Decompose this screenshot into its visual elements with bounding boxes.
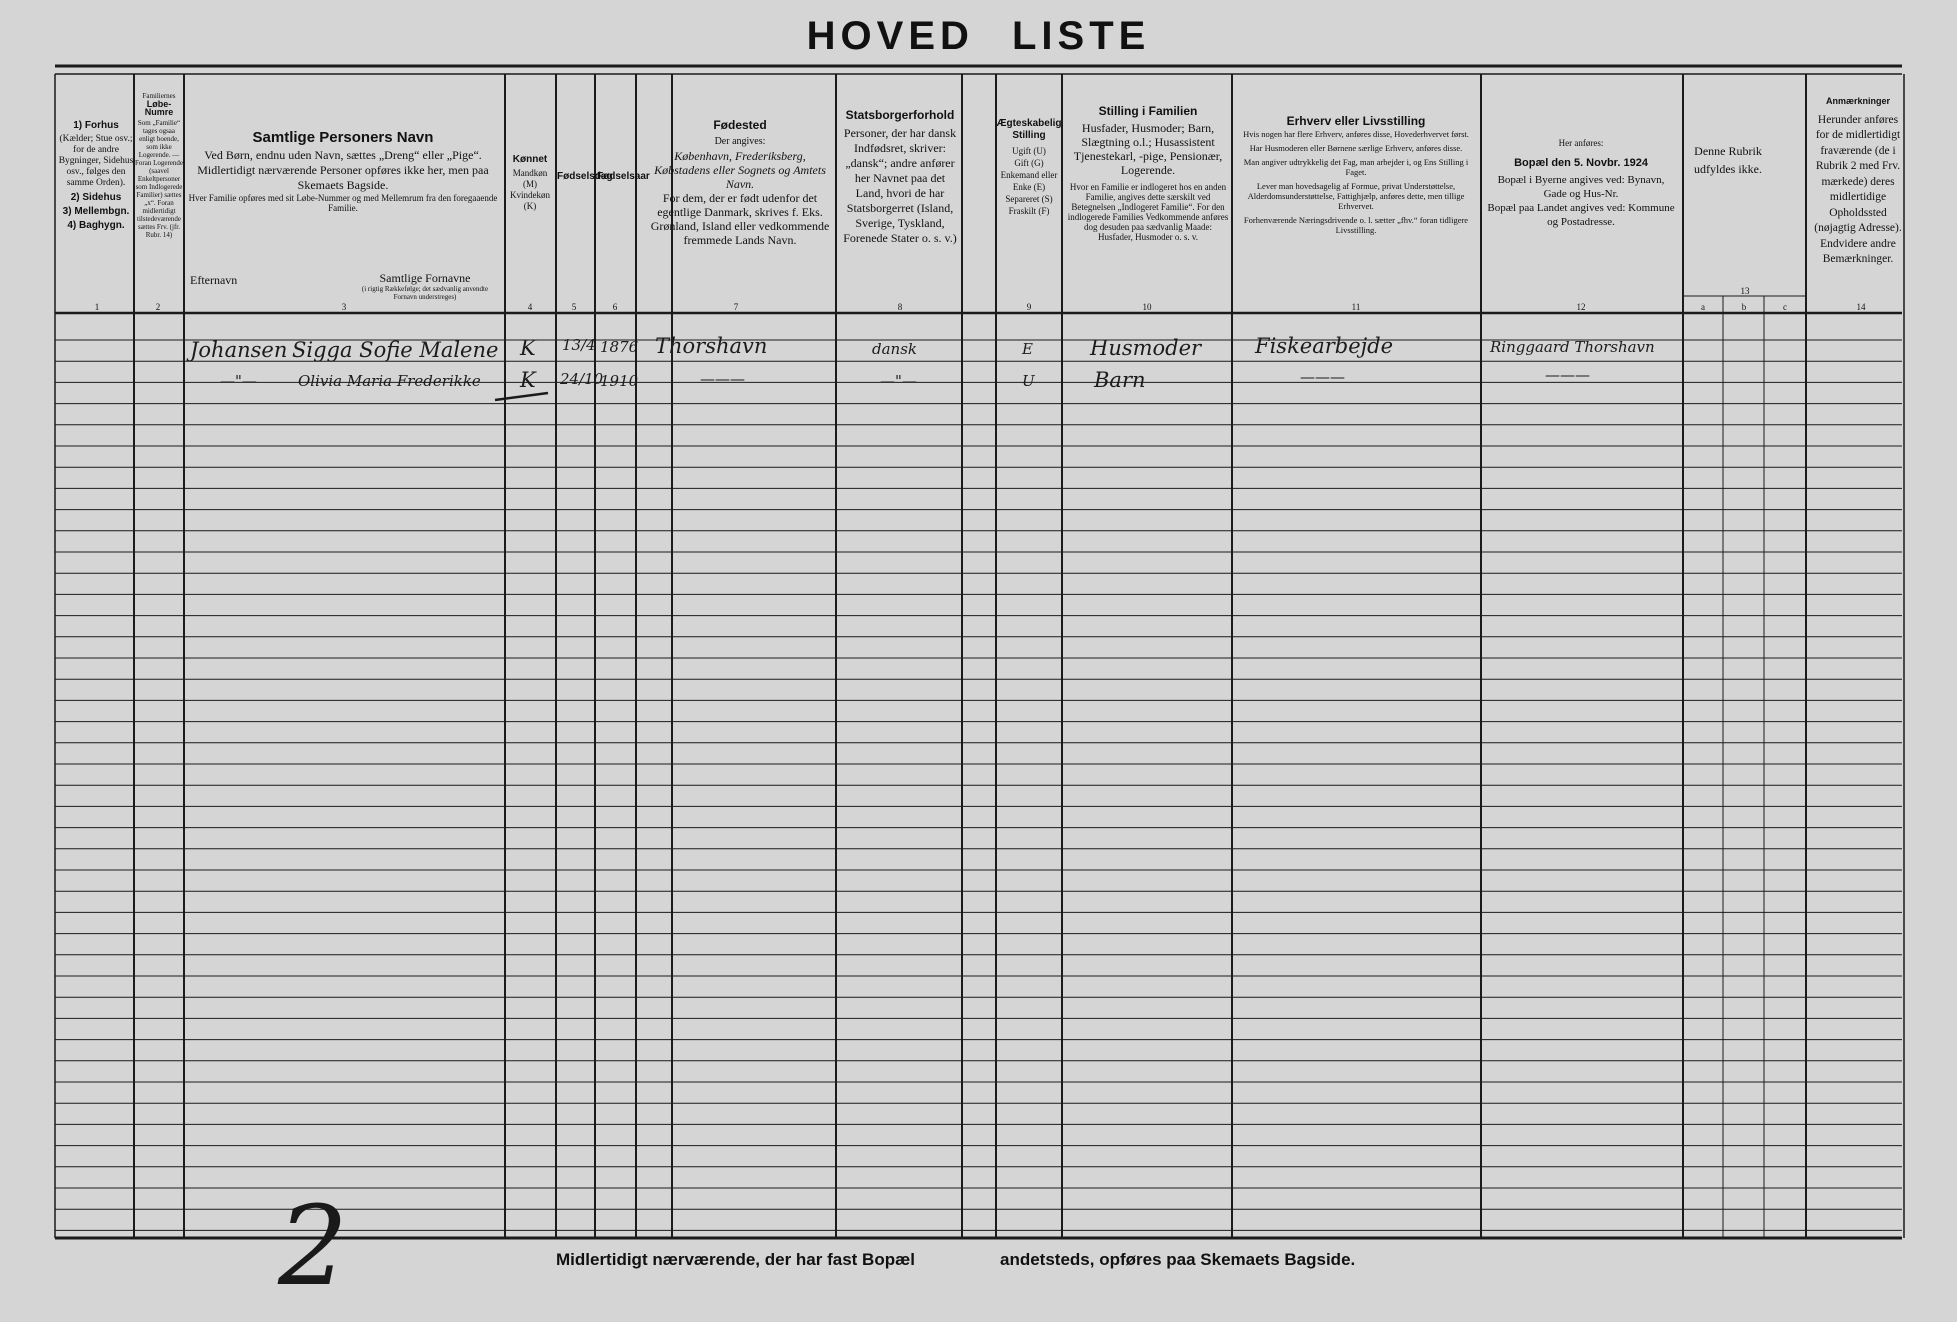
header-col-6: Fødselsaar — [597, 171, 650, 182]
entry-marital-status: U — [1022, 372, 1035, 390]
footer-left: Midlertidigt nærværende, der har fast Bopæl — [556, 1250, 915, 1269]
header-col-4: Kønnet Mandkøn (M) Kvindekøn (K) — [510, 154, 550, 211]
header-col-9: Ægteskabelig Stilling Ugift (U) Gift (G) Enkemand eller Enke (E) Separeret (S) Fraskilt (F) — [996, 118, 1062, 216]
entry-birthplace: ——— — [700, 370, 745, 388]
entry-family-role: Barn — [1094, 368, 1146, 392]
header-col-2: Familiernes Løbe-Numre Som „Familie“ tages ogsaa enligt boende, som ikke Logerende. — Foran Logerende (saavel Enkeltpersoner som Indlogerede Familier) sættes „x“. Foran midlertidigt tilstedeværende sættes Frv. (jfr. Rubr. 14) — [135, 92, 184, 239]
entry-given-names: Sigga Sofie Malene — [292, 338, 499, 362]
header-col-3: Samtlige Personers Navn Ved Børn, endnu uden Navn, sættes „Dreng“ eller „Pige“. Midlertidigt nærværende Personer opføres ikke her, men paa Skemaets Bagside. Hver Familie opføres med sit Løbe-Nummer og med Mellemrum fra den foregaaende Familie. — [188, 129, 498, 213]
entry-birthplace: Thorshavn — [655, 334, 768, 358]
column-number: 7 — [733, 302, 739, 312]
entry-marital-status: E — [1022, 340, 1033, 358]
column-number: 12 — [1576, 302, 1586, 312]
row-rule — [495, 393, 548, 400]
entry-birth-year: 1910 — [600, 372, 639, 390]
entry-birth-year: 1876 — [600, 338, 639, 356]
entry-residence: ——— — [1545, 366, 1590, 384]
header-col-10: Stilling i Familien Husfader, Husmoder; Barn, Slægtning o.l.; Husassistent Tjenestekarl, -pige, Pensionær, Logerende. Hvor en Familie er indlogeret hos en anden Familie, angives dette særskilt ved Betegnelsen „Indlogeret Familie“. For den indlogerede Families Vedkommende anføres dog desuden paa sædvanlig Maade: Husfader, Husmoder o. s. v. — [1067, 104, 1229, 242]
column-number: b — [1741, 302, 1747, 312]
entry-birthday: 13/4 — [562, 336, 596, 354]
header-col-5: Fødselsdag — [557, 171, 613, 182]
page-title: HOVED LISTE — [806, 14, 1151, 58]
header-col-13: Denne Rubrik udfyldes ikke. — [1694, 144, 1762, 176]
column-number: 10 — [1142, 302, 1152, 312]
header-col-7: Fødested Der angives: København, Frederiksberg, Købstadens eller Sognets og Amtets Navn. For dem, der er født udenfor det egentlige Danmark, skrives f. Eks. Grønland, Island eller vedkommende fremmede Lands Navn. — [650, 118, 830, 247]
column-number: 1 — [94, 302, 100, 312]
column-number: 3 — [341, 302, 347, 312]
column-number: 13 — [1740, 286, 1750, 296]
column-number: 4 — [527, 302, 533, 312]
entry-family-role: Husmoder — [1090, 336, 1202, 360]
column-number: 5 — [571, 302, 577, 312]
column-number: 14 — [1856, 302, 1866, 312]
entry-occupation: ——— — [1300, 368, 1345, 386]
entry-sex: K — [520, 336, 536, 360]
column-number: c — [1783, 302, 1787, 312]
column-number: 2 — [155, 302, 161, 312]
column-number: a — [1701, 302, 1705, 312]
header-col-14: Anmærkninger Herunder anføres for de midlertidigt fraværende (de i Rubrik 2 med Frv. mærkede) deres midlertidige Opholdssted (nøjagtig Adresse). Endvidere andre Bemærkninger. — [1814, 96, 1902, 265]
entry-given-names: Olivia Maria Frederikke — [298, 372, 481, 390]
header-given-names: Samtlige Fornavne (i rigtig Rækkefølge; det sædvanlig anvendte Fornavn understreges) — [361, 271, 489, 301]
footer-right: andetsteds, opføres paa Skemaets Bagside. — [1000, 1250, 1356, 1269]
entry-sex: K — [520, 368, 536, 392]
entry-citizenship: dansk — [872, 340, 917, 358]
entry-birthday: 24/10 — [560, 370, 604, 388]
header-col-11: Erhverv eller Livsstilling Hvis nogen har flere Erhverv, anføres disse, Hovederhvervet først. Har Husmoderen eller Børnene særlige Erhverv, anføres disse. Man angiver udtrykkelig det Fag, man arbejder i, og Ens Stilling i Faget. Lever man hovedsagelig af Formue, privat Understøttelse, Alderdomsunderstøttelse, Fattighjælp, anføres dette, men tillige Erhvervet. Forhenværende Næringsdrivende o. l. sætter „fhv.“ foran tidligere Livsstilling. — [1243, 114, 1469, 235]
header-surname: Efternavn — [190, 273, 238, 287]
entry-residence: Ringgaard Thorshavn — [1490, 338, 1655, 356]
column-number: 9 — [1026, 302, 1032, 312]
entry-surname: —"— — [220, 372, 257, 390]
header-col-12: Her anføres: Bopæl den 5. Novbr. 1924 Bopæl i Byerne angives ved: Bynavn, Gade og Hus-Nr. Bopæl paa Landet angives ved: Kommune og Postadresse. — [1487, 138, 1675, 228]
entry-occupation: Fiskearbejde — [1255, 334, 1394, 358]
column-number: 11 — [1351, 302, 1361, 312]
header-col-8: Statsborgerforhold Personer, der har dansk Indfødsret, skriver: „dansk“; andre anfører her Navnet paa det Land, hvori de har Statsborgerret (Island, Sverige, Tyskland, Forenede Stater o. s. v.) — [843, 108, 957, 245]
page-number: 2 — [278, 1182, 348, 1310]
column-number: 6 — [612, 302, 618, 312]
entry-citizenship: —"— — [880, 372, 917, 390]
column-number: 8 — [897, 302, 903, 312]
entry-surname: Johansen — [190, 338, 288, 362]
header-col-1: 1) Forhus (Kælder; Stue osv.; for de andre Bygninger, Sidehus osv., følges den samme Orden). 2) Sidehus 3) Mellembgn. 4) Baghygn. — [58, 120, 134, 231]
